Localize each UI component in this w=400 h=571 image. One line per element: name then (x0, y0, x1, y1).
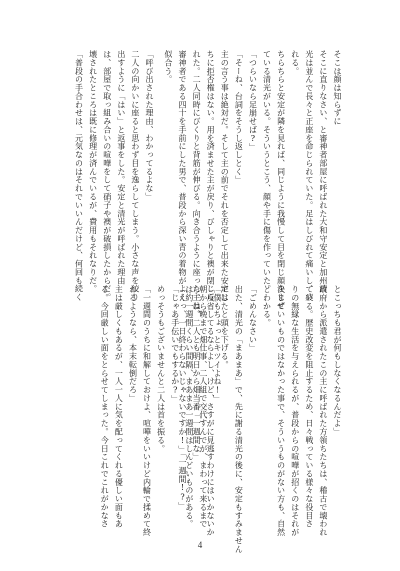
text-line: 似合う。 (163, 50, 173, 84)
text-line: 審神者である四十を手前にした男で、普段から深い青の着物がよく (177, 50, 187, 302)
text-line: は、部屋で取っ組み合いの喧嘩をして硝子や襖が破損したからだ。 (102, 50, 112, 302)
text-line: れる。 (290, 50, 300, 76)
text-line: 「つらいなら足崩せば?」 (248, 50, 258, 152)
text-line: は約一週間くらい間隔、まあまあ一週間はしんどいものがある。 (184, 285, 194, 529)
text-line: ている。歴史改変を阻止するため、日々戦っている様々な役目さ (304, 285, 314, 529)
text-line: そこに直りなさい、と審神者部屋に呼ばれた大和守安定と加州清 (318, 50, 328, 294)
text-block-lower-left (44, 285, 224, 537)
text-line: 決していいものではなかった事で、そういうものがない方も、自然 (276, 285, 286, 537)
text-line: りの無縁な生活を与えられるが、普段からの喧嘩が招くのはそれが (290, 285, 300, 537)
text-line: でしたと頭を下げる。 (220, 285, 230, 369)
text-line: 朝から晩まで畑仕事、二人組で交代すんでが、まわって来るまで (198, 285, 208, 529)
text-line: めっそうもございませんと二人は首を振る。 (156, 285, 166, 453)
text-line: 政府から派遣されたこの主に呼ばれた方領ちたちは、稽古で壊われ (318, 285, 328, 537)
text-block-upper-left (46, 50, 156, 302)
text-line: る。今回厳しい面をとらせてしまった。今日これでこれがかなさ (100, 285, 110, 529)
text-line: そこは顔は知らずに (333, 50, 342, 126)
text-line: ている清光がいる。そういうとこう、顔や手に傷を作っていた。 (262, 50, 272, 294)
text-line: 出た、清光の「まあまあ」で、先に謝る清光の後に、安定もすみません (234, 285, 244, 554)
text-line: 「ごめんなさい」 (248, 285, 258, 353)
text-line: ちらちらと安定が隣を見れば、同じように我慢して目を閉じ顔をまぜ (276, 50, 286, 310)
text-line: 主は厳しくもあるが、一人一人に気を配ってくれる優しい面もあ (114, 285, 124, 529)
text-line: 光は並んで長々と正座を命じられていた。足はしびれて痛いし、疲 (304, 50, 314, 302)
text-line: 主の言う事は絶対だ。そして主の前でそれを否定して出来た安定は (220, 50, 230, 302)
text-line: ら、ね。二人とも明日から畑当番「一週間な」 (192, 285, 202, 461)
text-line: 「普段の手合わせは、元気なのはそれでいいんだけど、何回も続く (74, 50, 84, 302)
text-line: わるようなら、本末転倒だろ」 (128, 285, 138, 403)
text-line: 「じゃあ手伝いでもするか?」 (170, 285, 180, 404)
text-line: 二人の向かいに座ると思わず目を逸らしてしまう。小さな声を絞り (130, 50, 140, 302)
text-line: 出すように「はい」と返事をした。安定と清光が呼ばれた理由 (116, 50, 126, 285)
text-line: ちに拒否権はない。用を済ませた主が戻り、びしゃりと襖が閉じら (206, 50, 216, 302)
page-number: 4 (197, 540, 203, 550)
text-line: 「えっ、一日終わらないじゃないですか!」「一週間!?」 (177, 285, 187, 511)
text-line: 「僕もちょっとキツイよね!」 (213, 285, 222, 404)
text-line: とわかる。 (262, 285, 272, 327)
text-line: 「反省してるならよし、けど、さすがに見逃すわけにはいかないか (206, 285, 216, 537)
text-line: 「一週間のうちに和解しておけよ、喧嘩をいいけど内輪で揉めて終 (142, 285, 152, 537)
text-line: れた。二人同時にびくりと背筋が伸びる。向き合うように座った主は、 (192, 50, 202, 319)
text-line: とこっちも君が何もしなくなるんだよ」 (333, 285, 342, 436)
text-line: 「そーね、台詞をそうし返しとく」 (234, 50, 244, 185)
text-line: 壊されたところは既に修理が済んでいるが、費用もそれなりだ。 (88, 50, 98, 294)
text-line: 「呼び出された理由、わかってるよな」 (145, 50, 154, 201)
